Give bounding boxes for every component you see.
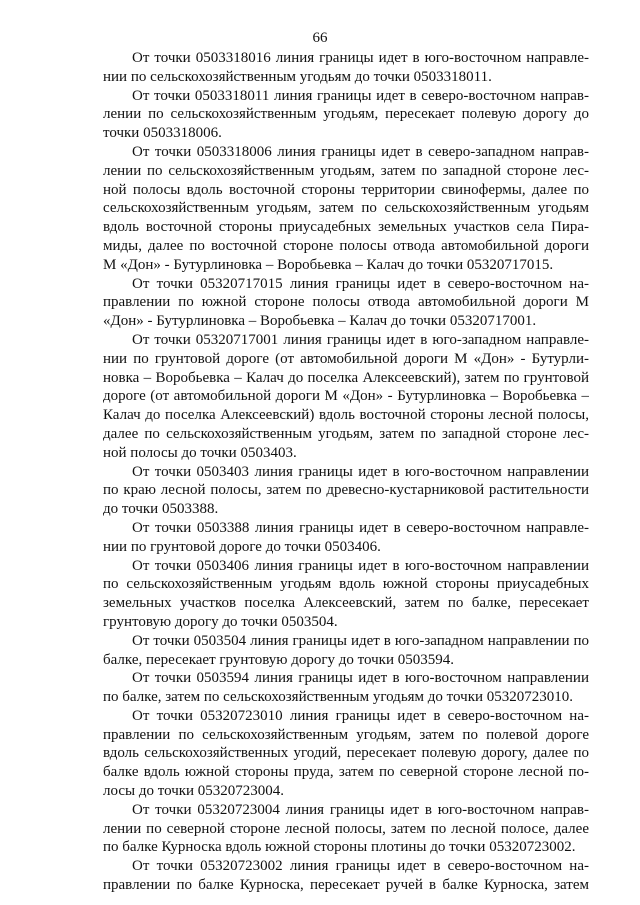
document-body [103, 49, 589, 895]
text-line: От точки 0503388 линия границы идет в северо-восточном направле- [132, 519, 589, 536]
text-line: От точки 05320717001 линия границы идет в юго-западном направле- [132, 331, 589, 348]
text-line: От точки 0503403 линия границы идет в юго-восточном направлении [132, 463, 589, 480]
paragraph [103, 463, 589, 519]
text-line: От точки 0503594 линия границы идет в юго-восточном направлении [132, 670, 589, 687]
text-line: Калач до поселка Алексеевский) вдоль восточной стороны лесной полосы, [103, 407, 589, 424]
paragraph [103, 557, 589, 632]
text-line: лосы до точки 05320723004. [103, 783, 285, 800]
text-line: лении по северной стороне лесной полосы, затем по лесной полосе, далее [103, 820, 589, 837]
text-line: новка – Воробьевка – Калач до поселка Алексеевский), затем по грунтовой [103, 369, 589, 386]
text-line: нии по грунтовой дороге (от автомобильной дороги М «Дон» - Бутурли- [103, 350, 589, 367]
text-line: грунтовую дорогу до точки 0503504. [103, 613, 338, 630]
text-line: От точки 05320723010 линия границы идет в северо-восточном на- [132, 707, 589, 724]
text-line: От точки 0503318011 линия границы идет в северо-восточном направ- [132, 87, 589, 104]
text-line: «Дон» - Бутурлиновка – Воробьевка – Калач до точки 05320717001. [103, 313, 537, 330]
paragraph [103, 49, 589, 87]
text-line: От точки 0503406 линия границы идет в юго-восточном направлении [132, 557, 589, 574]
text-line: земельных участков поселка Алексеевский, затем по балке, пересекает [103, 595, 589, 612]
paragraph [103, 87, 589, 143]
text-line: по балке, затем по сельскохозяйственным угодьям до точки 05320723010. [103, 689, 574, 706]
text-line: правлении по сельскохозяйственным угодьям, затем по полевой дороге [103, 726, 589, 743]
text-line: лении по сельскохозяйственным угодьям, пересекает полевую дорогу до [103, 106, 589, 123]
paragraph [103, 519, 589, 557]
text-line: дороге (от автомобильной дороги М «Дон» - Бутурлиновка – Воробьевка – [103, 388, 589, 405]
paragraph [103, 669, 589, 707]
text-line: От точки 05320723004 линия границы идет в юго-восточном направ- [132, 801, 589, 818]
text-line: по сельскохозяйственным угодьям вдоль южной стороны приусадебных [103, 576, 589, 593]
text-line: От точки 0503504 линия границы идет в юго-западном направлении по [132, 632, 589, 649]
text-line: балке вдоль южной стороны пруда, затем по северной стороне лесной по- [103, 764, 589, 781]
text-line: вдоль восточной стороны приусадебных земельных участков села Пира- [103, 219, 589, 236]
text-line: От точки 05320723002 линия границы идет в северо-восточном на- [132, 858, 589, 875]
text-line: нии по сельскохозяйственным угодьям до точки 0503318011. [103, 68, 492, 85]
text-line: по краю лесной полосы, затем по древесно-кустарниковой растительности [103, 482, 589, 499]
text-line: до точки 0503388. [103, 501, 219, 518]
text-line: точки 0503318006. [103, 125, 222, 142]
text-line: От точки 0503318016 линия границы идет в юго-восточном направле- [132, 50, 589, 66]
text-line: правлении по балке Курноска, пересекает ручей в балке Курноска, затем [103, 877, 589, 894]
text-line: лении по сельскохозяйственным угодьям, затем по западной стороне лес- [103, 162, 589, 179]
paragraph [103, 331, 589, 463]
page-number: 66 [312, 30, 328, 46]
text-line: далее по сельскохозяйственным угодьям, затем по западной стороне лес- [103, 425, 589, 442]
text-line: миды, далее по восточной стороне полосы отвода автомобильной дороги [103, 237, 589, 254]
text-line: правлении по южной стороне полосы отвода автомобильной дороги М [103, 294, 589, 311]
text-line: нии по грунтовой дороге до точки 0503406. [103, 538, 381, 555]
paragraph [103, 632, 589, 670]
text-line: От точки 05320717015 линия границы идет в северо-восточном на- [132, 275, 589, 292]
text-line: ной полосы до точки 0503403. [103, 444, 297, 461]
text-line: по балке Курноска вдоль южной стороны плотины до точки 05320723002. [103, 839, 576, 856]
text-line: вдоль сельскохозяйственных угодий, пересекает полевую дорогу, далее по [103, 745, 589, 762]
paragraph [103, 801, 589, 857]
paragraph [103, 275, 589, 331]
paragraph [103, 707, 589, 801]
paragraph [103, 857, 589, 895]
paragraph [103, 143, 589, 275]
text-line: балке, пересекает грунтовую дорогу до точки 0503594. [103, 651, 454, 668]
text-line: От точки 0503318006 линия границы идет в северо-западном направ- [132, 143, 589, 160]
text-line: сельскохозяйственным угодьям, затем по сельскохозяйственным угодьям [103, 200, 589, 217]
text-line: ной полосы вдоль восточной стороны территории свинофермы, далее по [103, 181, 589, 198]
text-line: М «Дон» - Бутурлиновка – Воробьевка – Калач до точки 05320717015. [103, 256, 554, 273]
